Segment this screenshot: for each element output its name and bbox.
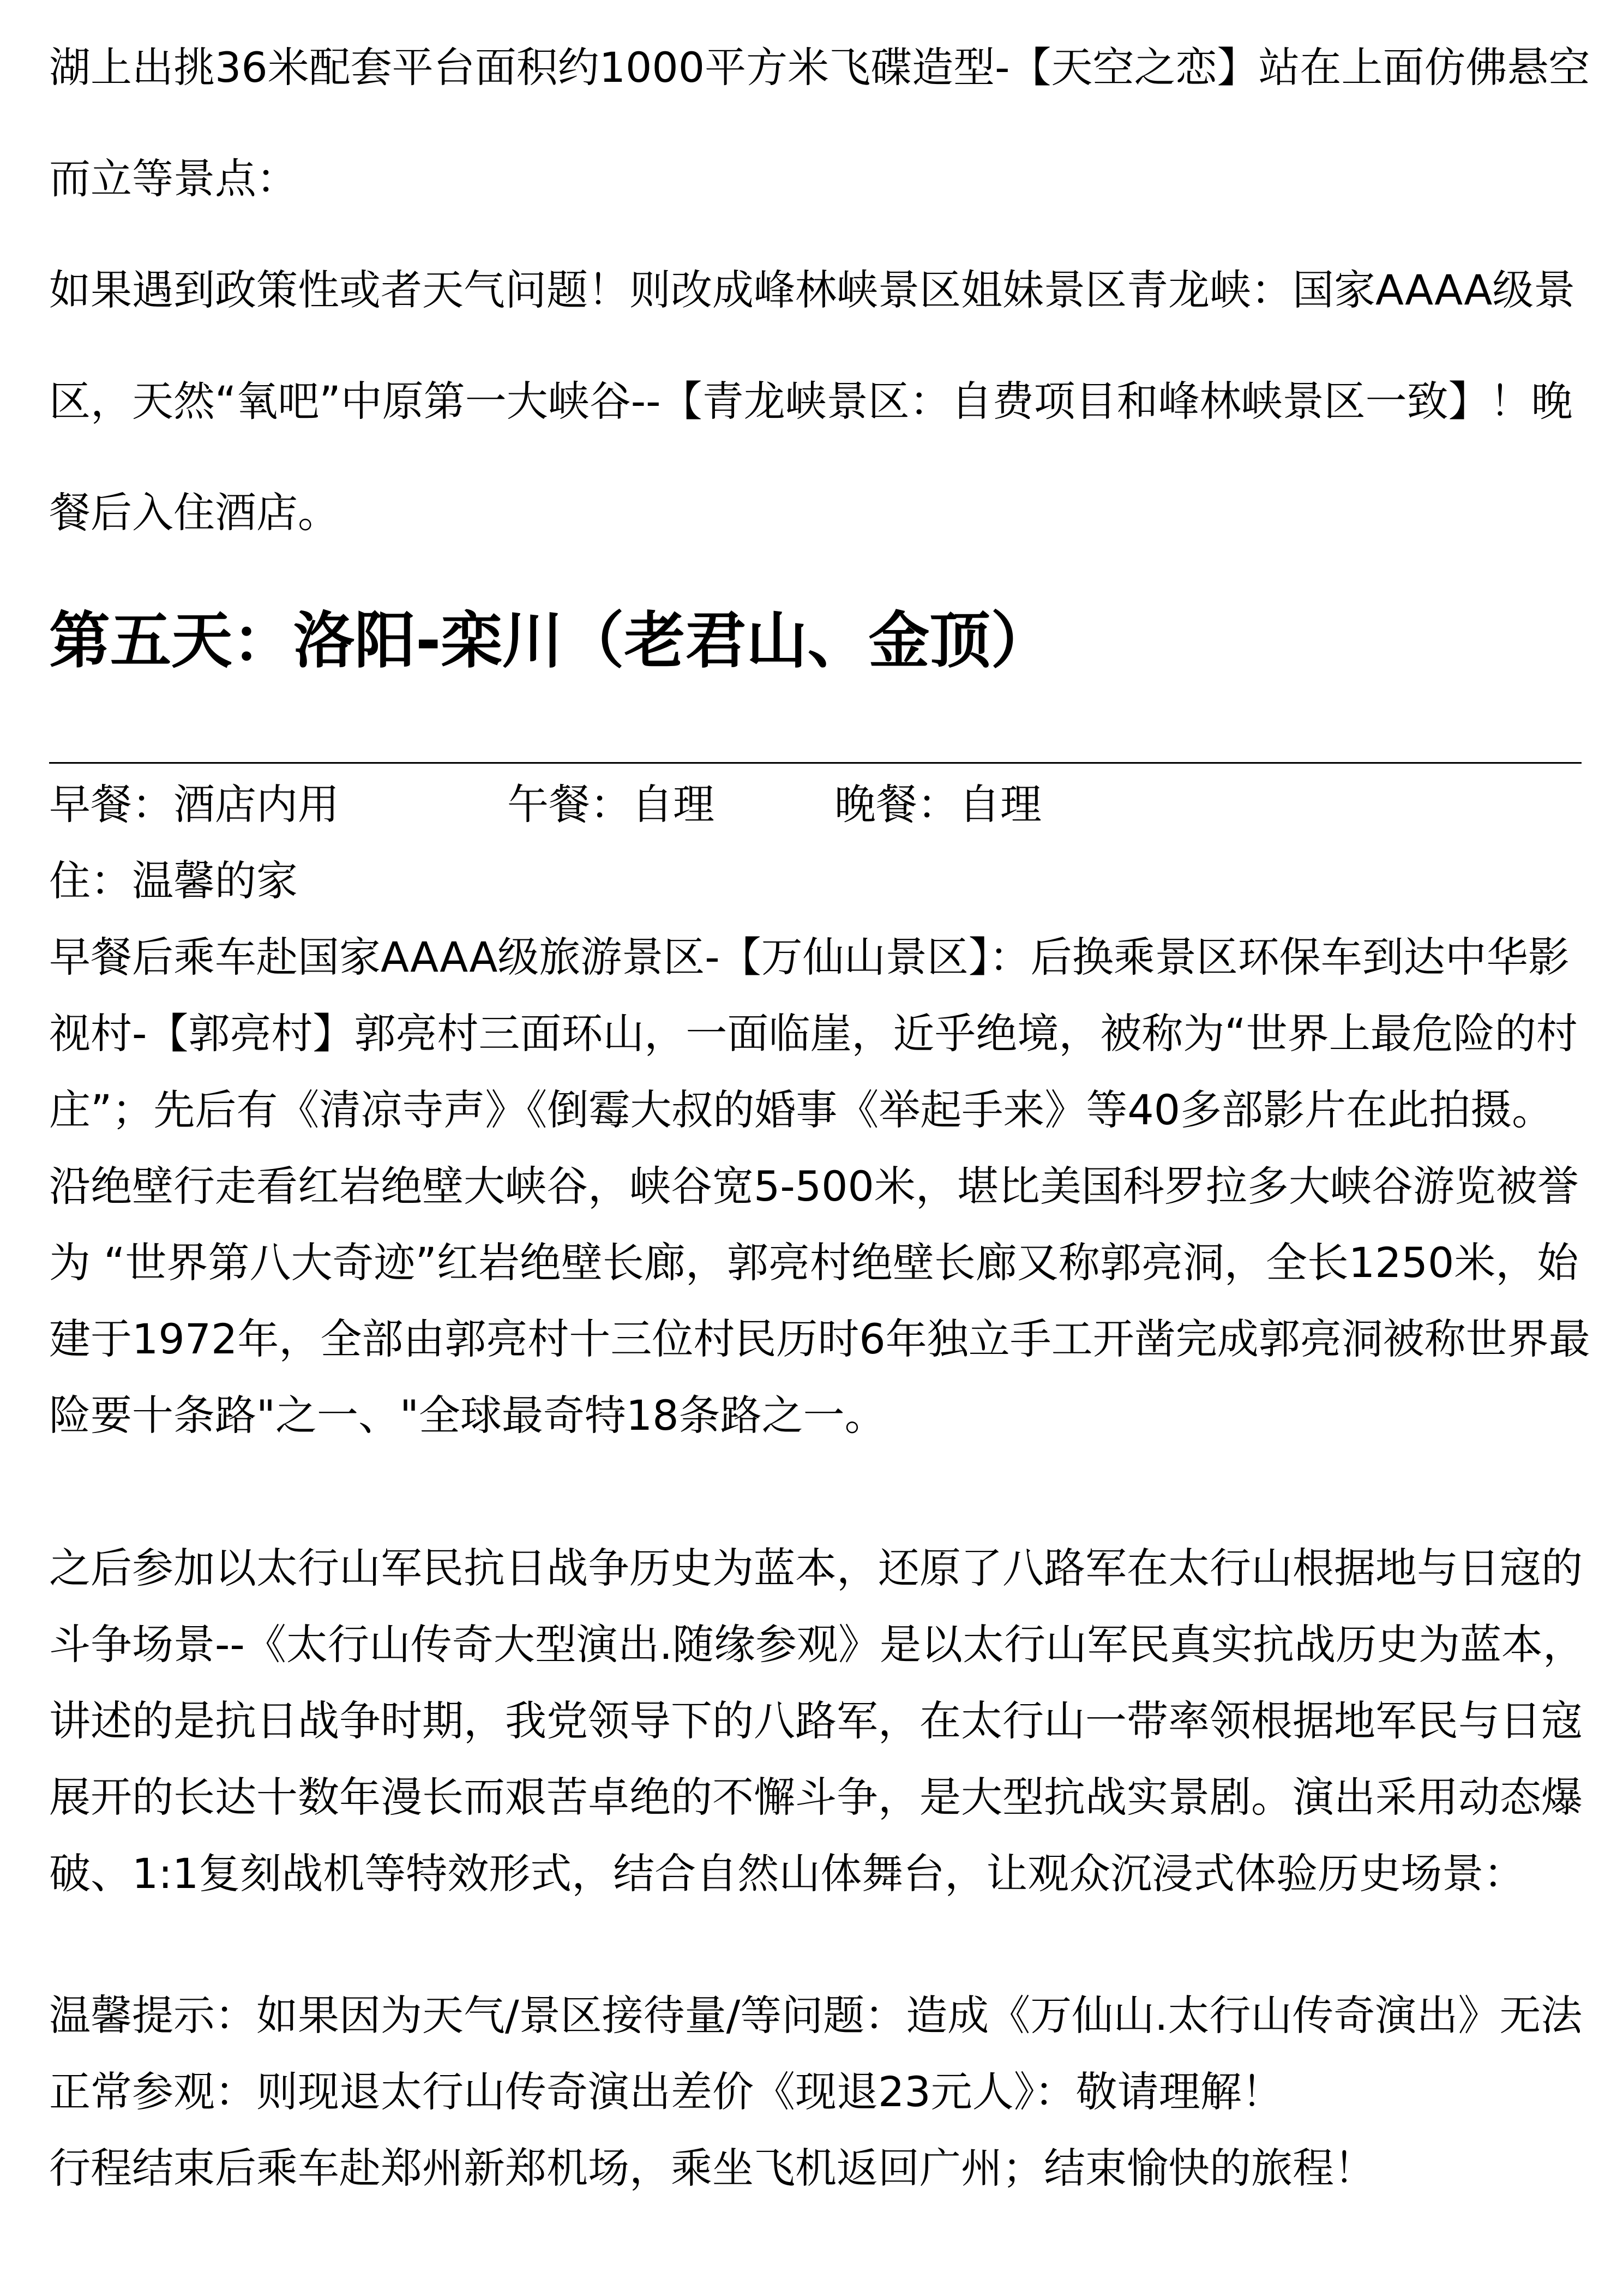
intro-paragraph-sky-platform: 湖上出挑36米配套平台面积约1000平方米飞碟造型-【天空之恋】站在上面仿佛悬空而立等景点：	[49, 43, 1590, 203]
day-five-heading: 第五天：洛阳-栾川（老君山、金顶）	[49, 606, 1052, 676]
dinner-info: 晚餐：自理	[834, 780, 1042, 829]
intro-paragraph-weather-alternative: 如果遇到政策性或者天气问题！则改成峰林峡景区姐妹景区青龙峡：国家AAAA级景区，天然“氧吧”中原第一大峡谷--【青龙峡景区：自费项目和峰林峡景区一致】！晚餐后入住酒店。	[49, 266, 1576, 537]
itinerary-paragraph-guoliang-village: 早餐后乘车赴国家AAAA级旅游景区-【万仙山景区】：后换乘景区环保车到达中华影视村-【郭亮村】郭亮村三面环山，一面临崖，近乎绝境，被称为“世界上最危险的村庄”；先后有《清凉寺声》《倒霉大叔的婚事《举起手来》等40多部影片在此拍摄。沿绝壁行走看红岩绝壁大峡谷，峡谷宽5-500米，堪比美国科罗拉多大峡谷游览被誉为 “世界第八大奇迹”红岩绝壁长廊，郭亮村绝壁长廊又称郭亮洞，全长1250米，始建于1972年，全部由郭亮村十三位村民历时6年独立手工开凿完成郭亮洞被称世界最险要十条路"之一、"全球最奇特18条路之一。	[49, 933, 1590, 1440]
heading-divider	[49, 762, 1582, 764]
itinerary-ending-paragraph: 行程结束后乘车赴郑州新郑机场，乘坐飞机返回广州；结束愉快的旅程！	[49, 2144, 1375, 2192]
lunch-info: 午餐：自理	[507, 780, 714, 829]
warm-tip-paragraph: 温馨提示：如果因为天气/景区接待量/等问题：造成《万仙山.太行山传奇演出》无法正常参观：则现退太行山传奇演出差价《现退23元人》：敬请理解！	[49, 1991, 1583, 2116]
itinerary-paragraph-taihang-show: 之后参加以太行山军民抗日战争历史为蓝本，还原了八路军在太行山根据地与日寇的斗争场景--《太行山传奇大型演出.随缘参观》是以太行山军民真实抗战历史为蓝本，讲述的是抗日战争时期，我党领导下的八路军，在太行山一带率领根据地军民与日寇展开的长达十数年漫长而艰苦卓绝的不懈斗争，是大型抗战实景剧。演出采用动态爆破、1:1复刻战机等特效形式，结合自然山体舞台，让观众沉浸式体验历史场景：	[49, 1544, 1585, 1898]
meal-info-row	[49, 766, 1042, 843]
accommodation-info: 住：温馨的家	[49, 856, 298, 905]
breakfast-info: 早餐：酒店内用	[49, 780, 339, 829]
